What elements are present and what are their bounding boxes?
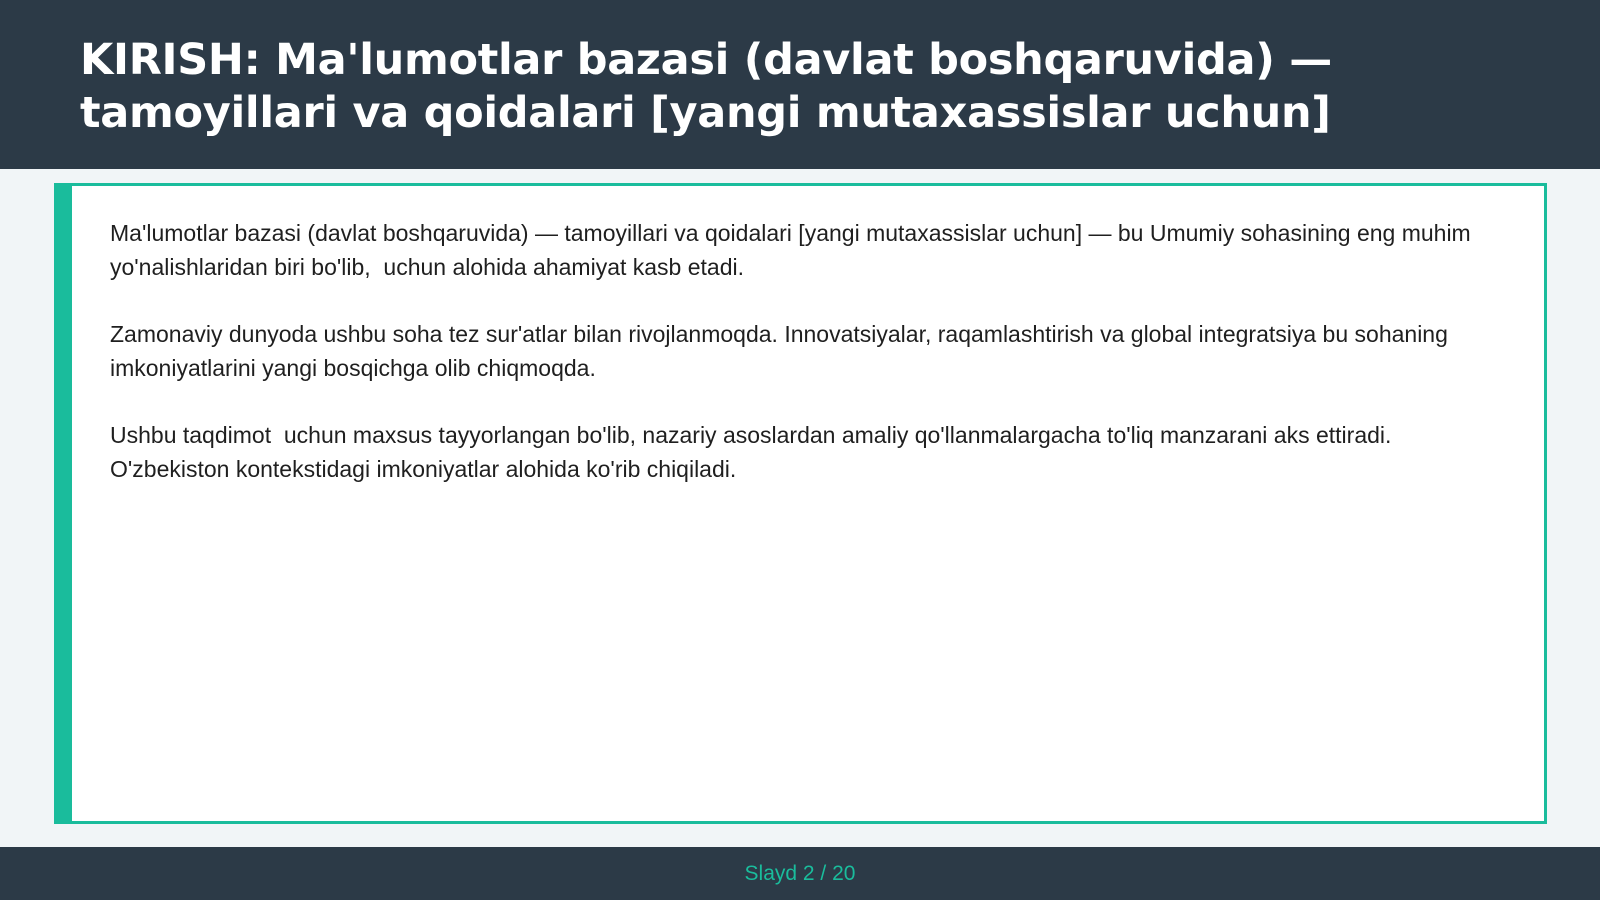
slide-counter: Slayd 2 / 20 — [744, 861, 856, 885]
content-box — [54, 183, 1547, 824]
slide-header — [0, 0, 1600, 169]
intro-paragraph: Ma'lumotlar bazasi (davlat boshqaruvida) — tamoyillari va qoidalari [yangi mutaxassislar uchun] — bu Umumiy sohasining eng muhim yo'nalishlaridan biri bo'lib, uchun alohida ahamiyat kasb etadi. — [110, 220, 1478, 280]
slide-footer — [0, 847, 1600, 900]
presentation-purpose-paragraph: Ushbu taqdimot uchun maxsus tayyorlangan bo'lib, nazariy asoslardan amaliy qo'llanmalargacha to'liq manzarani aks ettiradi. O'zbekiston kontekstidagi imkoniyatlar alohida ko'rib chiqiladi. — [110, 422, 1398, 482]
modern-world-paragraph: Zamonaviy dunyoda ushbu soha tez sur'atlar bilan rivojlanmoqda. Innovatsiyalar, raqamlashtirish va global integratsiya bu sohaning imkoniyatlarini yangi bosqichga olib chiqmoqda. — [110, 321, 1455, 381]
slide-title: KIRISH: Ma'lumotlar bazasi (davlat boshqaruvida) — tamoyillari va qoidalari [yangi mutaxassislar uchun] — [80, 35, 1332, 138]
